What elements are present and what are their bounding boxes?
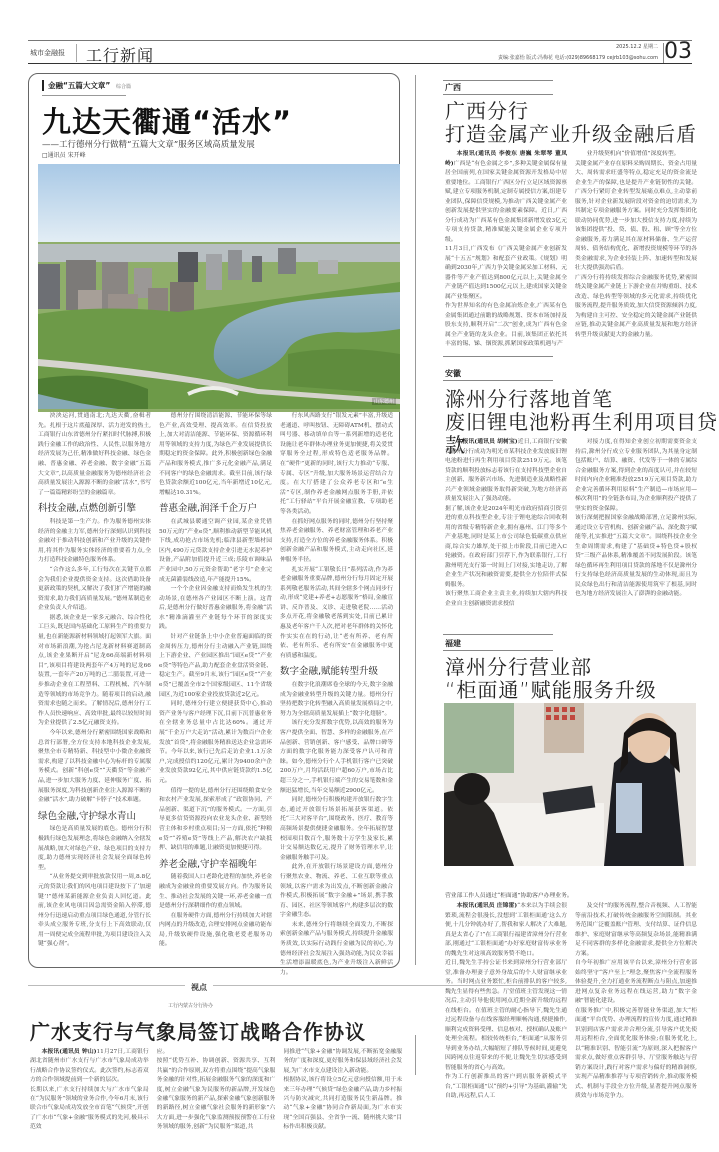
feature-body	[38, 412, 393, 976]
region-tag-guangxi: 广西	[445, 83, 461, 92]
article-text: 及交付”的服务流程,整合音视频、人工智能等前沿技术,打破传统金融服务空间限制。其业务范围广泛覆盖账户管理、支付结算、证件信息维护、家庭财富继承等高频复杂场景,能精准满足不同客群的多样化金融需求,提供全方位解决方案。 自今年初推广应用该平台以来,漳州分行营业部始终坚守“客户至上”理念,聚焦客户全流程服务体验提升,全力打通业务流程断点与阻点,加速推进网点复杂业务远程在线运营,助力“数字金融”智能化建设。 在服务推广中,积极完善智能业务渠道,加大“柜面通”平台优势、办理流程的宣传力度,通过精准识别到店客户需求并合理分流,引导客户优先使用远程柜台,全面优化服务体验;在服务优化上,以“精准识别、智能引流”为原则,深入把握客户需求点,做好重点客群引导、厅堂服务触达与营销方案设计,践行对客户需求与偏好的精准洞察,实现产品精准推荐与专项营销转介,推动服务模式、机制与手段全方位升级,显著提升网点服务质效与市场竞争力。	[575, 903, 697, 1099]
bottom-headline: 广水支行与气象局签订战略合作协议	[30, 1020, 366, 1044]
article-headline-fujian	[445, 656, 657, 702]
article-column	[156, 1048, 276, 1131]
headline-line-1: 漳州分行营业部	[445, 655, 592, 679]
bottom-article-body	[30, 1048, 403, 1131]
photo-credit: 山东德州	[373, 399, 394, 405]
paragraph: “从业务提交到审批放款仅用一周,8.8亿元的贷款让我们的风电项目建设按下了‘加速键’!”德州某新能源企业负责人回忆道。此前,该企业风电项目因急需资金陷入停滞,德州分行迅速启动重点项目绿色通道,分管行长牵头成立服务专班,分支行上下高效联动,仅用一周便完成全流程审批,为项目建设注入关键“强心剂”。	[38, 874, 151, 948]
paragraph: 此外,在开放银行场景建设方面,德州分行聚焦农业、物流、养老、工业互联等重点领域,以客户需求为出发点,不断创新金融合作模式,积极拓展“数字金融+”场景,携手教育、园区、社区等领域客户,构建多层次的数字金融生态。	[280, 864, 393, 919]
paragraph: 泱泱运河,贯通南北;九达天衢,奋楫者先。扎根于这片底蕴深厚、活力迸发的热土,工商银行山东省德州分行紧扣时代脉搏,积极践行金融工作的政治性、人民性,以服务地方经济发展为己任,精准做好科技金融、绿色金融、普惠金融、养老金融、数字金融“五篇大文章”,以高质量金融服务为德州经济社会高质量发展注入源源不断的金融“活水”,书写了一篇篇精彩纷呈的金融篇章。	[38, 413, 151, 496]
feature-column-1	[38, 412, 151, 962]
paragraph: 随着我国人口老龄化进程的加快,养老金融成为金融业的重要发展方向。作为服务民生、推动社会发展的关键一环,养老金融一直是德州分行深耕细作的重点领域。	[159, 874, 272, 910]
region-rule-bottom	[443, 380, 553, 381]
paragraph: 行东风西路支行“银发元素”丰富,升级适老通道、呼叫按钮、无障碍ATM机、摆动式叫号器、移动填单台等一系列新增的适老化设施让老年群体办理业务更加便捷,将关爱贯穿服务全过程,形成特色适老服务品牌。在“硬件”更新的同时,该行大力推动“专服、专属、专区”升级,加大服务场景运营结合力度。在大厅搭建了公众养老专区和“e生活”专区,制作养老金融网点服务手册,并依托“工行驿站”平台开展金融宣教、专项助老等各类活动。	[280, 413, 393, 515]
co-organizer-note: 工行内蒙古分行协办	[168, 1003, 214, 1009]
article-column	[445, 438, 567, 618]
region-tag-fujian: 福建	[445, 639, 461, 648]
paper-name: 城市金融报	[30, 49, 65, 57]
article-text: 业升级契机向“价值增值”深度转型。 关键金属产业存在原料采购周期长、资金占用量大、周转需求旺盛等特点,稳定充足的资金流是企业生产的保障,也是提升产业链韧性的关键。广西分行紧盯企业转型发展痛点难点,主动靠前服务,针对企业新发展阶段对资金的迫切需求,为其制定专项金融服务方案。同时充分发挥集团化联动协同优势,进一步加大授信支持力度,持续为该集团提供“投、贷、债、股、租、顾”等全方位金融服务,着力满足其在原材料储备、生产运营周转、债务结构优化、新增投资规模等环节的各类金融需求,为企业轻装上阵、加速转型和发展壮大提供强劲后盾。 广西分行将持续发挥综合金融服务优势,紧密围绕关键金属产业链上下游企业在并购重组、技术改造、绿色转型等领域的多元化需求,持续优化服务流程,提升服务质效,加大信贷资源倾斜力度,为构建自主可控、安全稳定的关键金属产业链供应链,推动关键金属产业高质量发展和地方经济转型升级贡献更大的金融力量。	[575, 151, 697, 338]
photo-caption: 营业部工作人员通过“柜面通”协助客户办理业务。	[445, 893, 573, 899]
paragraph: “合作这么多年,工行每次在关键节点都会为我们企业提供资金支持。这次借助设备更新政策的契机,又解决了我们扩产增能的融资需求,助力我们高质量发展。”德州某制造业企业负责人介绍道。	[38, 566, 151, 612]
article-column	[575, 438, 697, 618]
editor-credits: 责编:张嘉怡 版式:冯梅花 电话:(029)89668179 cejrb103@sohu.com	[498, 55, 658, 61]
region-rule-bottom	[443, 94, 553, 95]
section-separator	[28, 985, 692, 986]
section-heading-digital: 数字金融,赋能转型升级	[280, 666, 379, 678]
paragraph: 同时,德州分行积极构建开放银行数字生态,通过开放银行场景拓展获客渠道。依托“三大对客平台”,围绕政务、医疗、教育等高频场景提供便捷金融服务。全年拓展智慧校园项目数百个,服务数十万学生及家长,累计交易额达数亿元,提升了财务管理水平,让金融服务触手可及。	[280, 797, 393, 861]
article-lead: 本报讯(通讯员 胡树宝)	[456, 439, 518, 445]
article-column	[575, 150, 697, 338]
feature-column-3	[280, 412, 393, 976]
article-column	[445, 150, 567, 347]
paragraph: 扎实开展“工银敬长日”系列活动,作为养老金融服务重要品牌,德州分行每月固定开展系列敬老服务活动,其间全辖多个网点同步行动,形成“党建+养老+志愿服务”格局,金融宣讲、反诈普及、义诊、走进敬老院……活动多点开花,将金融敬老落到实处,目前已累计惠及老年客户千人次,把对老年群体的关怀化作实实在在的行动,让“老有所养、老有所依、老有所乐、老有所安”在金融服务中更有质感和温度。	[280, 566, 393, 659]
viewpoint-kicker: 视点	[185, 982, 213, 993]
city-aerial-photo	[38, 164, 400, 409]
region-rule-top	[443, 634, 553, 635]
section-heading-tech: 科技金融,点燃创新引擎	[38, 503, 137, 515]
issue-date: 2025.12.2 星期二	[615, 44, 658, 50]
customer-service-illustration	[444, 703, 696, 866]
paragraph: 在抓好网点服务的同时,德州分行坚持聚焦养老金融服务、养老财富管理和养老产业支持,打造全方位的养老金融服务体系。积极创新金融产品和服务模式,主动走向社区,延伸服务半径。	[280, 518, 393, 563]
paragraph: 一个个企业因金融支持而焕发生机的生动场景,在德州各产业园区不断上演。这背后,是德州分行做好普惠金融服务,将金融“活水”精准滴灌至产业链每个环节的深度实践。	[159, 586, 272, 631]
paragraph: 德州分行围绕清洁能源、节能环保等绿色产业,高效受理、提高效率。在信贷投放上,加大对清洁能源、节能环保、资源循环利用等领域的支持力度,为绿色产业发展提供长期稳定的资金保障。此外,积极创新绿色金融产品和服务模式,推广多元化金融产品,满足不同客户的绿色金融需求。截至目前,该行绿色贷款余额近100亿元,当年新增近10亿元,增幅达10.31%。	[159, 413, 272, 496]
column-divider	[415, 1035, 416, 1075]
article-column	[30, 1048, 149, 1131]
paragraph: 据悉,该企业是一家多元融合、综合性化工巨头,既是国内基础化工原料生产的重要力量,也在新能源新材料领域打起领军大旗。面对市场新浪潮,为抢占尼龙新材料赛道制高点,该企业果断开启“尼龙66高端新材料项目”,该项目将建设两套年产4万吨的尼龙66装置,一套年产20万吨的己二腈装置,可进一步推动企业在工程塑料、工程机械、汽车制造等领域的市场竞争力。随着项目的启动,融资需求也随之而来。了解情况后,德州分行工作人员快速响应、高效审批,最终以较短时间为企业提供了2.5亿元融资支持。	[38, 614, 151, 727]
article-body-guangxi	[445, 150, 697, 347]
article-text: 广西是“有色金属之乡”,多种关键金属保有量居全国前列,在国家关键金属资源开发格局中居重要地位。工商银行广西区分行立足区域资源禀赋,建立专项服务机制,定制专属授信方案,组建专业团队,保障信贷规模,为推动广西关键金属产业创新发展提供坚实的金融要素保障。近日,广西分行成功为广西某有色金属集团新增发放3亿元专项支持贷款,精准赋能关键金属企业专项升级。 11月3日,广西发布《广西关键金属产业创新发展“十五五”规划》和配套产业政策。《规划》明确到2030年,广西力争关键金属采加工材料、元器件等产业产值达到800亿元以上,关键金属全产业链产值达到1500亿元以上,建成国家关键金属产业集聚区。 作为世界知名的有色金属冶炼企业,广西某有色金属集团通过前瞻的战略规划、资本市场加持及股东支持,顺利开启“二次”创业,成为广西有色金属全产业链的龙头企业。目前,该集团正依托其丰富的锡、锑、铟资源,抓紧国家政策机遇与产	[445, 160, 567, 347]
feature-subheadline: ——工行德州分行做精“五篇大文章”服务区域高质量发展	[42, 140, 255, 150]
article-text: 近日,工商银行安徽省滁州分行成功为明光市某科技企业发放废旧锂电池粉进行再生利用项目贷款2519万元。该笔贷款的顺利投放标志着该行在支持科技型企业自主创新、服务新兴市场、先进制造业及战略性新兴产业领域金融服务取得新突破,为地方经济高质量发展注入了强劲动能。 据了解,该企业是2024年明光市政府招商引资引进的重点科技型企业,专注于锂电池综合回收利用的省级专精特新企业,拥有惠州、江门等多个产业基地,同时是某上市公司绿色低碳重点供应商,综合实力雄厚,处于拟上市阶段,目前已进入C轮融资。在政府部门引荐下,作为联系银行,工行滁州明光支行第一时间上门对接,实地走访,了解企业生产状况和融资需要,提供全方位陪伴式保姆服务。 该行聚焦工商企业主责主业,持续加大辖内科技企业自主创新融资需求授信	[445, 439, 567, 607]
article-text: 11月27日,工商银行湖北省随州市广水支行与广水市气象局成功举行战略合作协议签约仪式。此次签约,标志着双方的合作领域提前到一个新的层次。 长期以来,广水支行持续加大与广水市气象局在“为民服务”领域的业务合作,今年6月末,该行联合市气象局成功发放全市首笔“气候贷”,开创了广水市“气象+金融”服务模式的先河,极具示范效	[30, 1049, 149, 1131]
region-rule-top	[443, 356, 553, 357]
article-text: 同推进“气象+金融”协调发展,不断拓宽金融服务的广度和深度,更好服务和保县域经济社会发展,为广水市支点建设注入新动能。 根据协议,该行将设立5亿元意向授信额,用于未来三年办理“气候贷”绿色金融产品,助力乡村振兴与防灾减灾,共同打造服务民生新品牌。推动“气象+金融”协同合作新局面,为广水市实现“全国百强县、全省争一流、随州挑大梁”目标作出积极贡献。	[283, 1049, 403, 1131]
region-rule-top	[443, 80, 553, 81]
article-lead: 本报讯(通讯员 李俊东 唐巍 朱翠琴 董凤岭)	[445, 151, 567, 167]
paragraph: 在服务硬件方面,德州分行持续加大对辖内网点的升级改造,合理安排网点金融功能布局,升级软硬件设施,强化敬老爱老服务功能。	[159, 912, 272, 948]
article-text: 应。 按照“优势互补、协调创新、资源共享、互利共赢”的合作原则,双方将重点围绕“提高气象服务金融的针对性,拓展金融服务气象的深度和广度,树立金融气象为民服务的新品牌,开发绿色金融气象服务的新产品,探索金融气象创新服务的新路径,树立金融气象社会服务的新形象”六大方面,进一步强化气象监测预报预警在工行业务领域的服务,创新“为民服务”渠道,共	[156, 1049, 276, 1131]
paragraph: 今年以来,德州分行紧密围绕国家战略和总省行部署,全方位支持本地科技企业发展,聚焦全市专精特新、科技型中小微企业融资需求,构建了以科技金融中心为标杆的专属服务模式。创新“科创e贷”“天衢贷”等金融产品,进一步加大服务力度、延伸服务广度、拓展服务深度,为科技创新企业注入源源不断的金融“活水”,助力破解“卡脖子”技术难题。	[38, 730, 151, 804]
article-body-anhui	[445, 438, 697, 618]
article-text: “本来以为手续会很繁琐,流程会很漫长,没想到‘工银柜面通’这么方便,十几分钟就办好了,帮我和家人解决了大难题,真是太省心了!”在工商银行福建省漳州分行营业部,刚通过“工银柜面通”办好家庭财富传承业务的魏先生对这项高效服务赞不绝口。 近日,魏先生手持公证书来到漳州分行营业部厅堂,准备办理妻子意外身故后的个人财富继承业务。当时网点业务繁忙,柜台前排队的客户较多,魏先生显得有些焦急。厅堂值班主管发现这一情况后,主动引导他使用网点近期全新升级的远程在线柜台。在值班主管的耐心指导下,魏先生通过远程设备与在线客服经理顺畅沟通,便捷操作,顺利完成资料受理、信息核对、授权确认及账户处理全流程。相较传统柜台,“柜面通”从服务引导到业务办结,大幅缩短了排队等候时间,更避免因跨网点往返带来的不便,让魏先生切实感受到智能服务的省心与高效。 作为工行创新推出的客户到店服务新模式平台,“工银柜面通”以“预约+引导”为基础,灌输“先自助,再远程,后人工	[445, 903, 567, 1099]
article-lead: 本报讯(通讯员 钟山)	[41, 1049, 97, 1055]
kicker-text: 金融“五篇大文章”	[48, 81, 111, 90]
paragraph: 绿色是高质量发展的底色。德州分行积极践行绿色发展理念,将绿色金融纳入全辖发展战略,加大对绿色产业、绿色项目的支持力度,助力德州实现经济社会发展全面绿色转型。	[38, 826, 151, 871]
headline-line-1: 广西分行	[445, 99, 529, 123]
paragraph: 在数字化浪潮席卷全球的今天,数字金融成为金融业转型升级的关键力量。德州分行坚持把数字化转型融入高质量发展格局之中,努力为全辖高质量发展插上“数字化翅膀”。	[280, 682, 393, 717]
masthead-divider	[76, 44, 77, 62]
kicker-underline	[42, 95, 126, 96]
section-heading-pension: 养老金融,守护幸福晚年	[159, 858, 258, 870]
article-column	[575, 902, 697, 1099]
headline-line-2: 废旧锂电池粉再生利用项目贷款	[445, 410, 718, 457]
bank-counter-photo	[444, 703, 696, 866]
article-body-fujian	[445, 902, 697, 1099]
paragraph: 针对产业链条上中小企业普遍面临的资金周转压力,德州分行主动融入产业链,围绕上下游企业、产业园区推出“园区e贷”“产业e贷”等特色产品,助力配套企业盘活资金链、稳定生产。截至9月末,该行“园区e贷”“产业e贷”已覆盖全市2个国家级园区、11个省级园区,为近100家企业投放贷款近2亿元。	[159, 634, 272, 698]
paragraph: 科技是第一生产力。作为服务德州实体经济的金融主力军,德州分行深刻认识到科技金融对于推动科技创新和产业升级的关键作用,将其作为服务实体经济的重要着力点,全力打造科技金融特色服务体系。	[38, 518, 151, 564]
region-rule-bottom	[443, 650, 553, 651]
article-column	[445, 902, 567, 1099]
page-number: 03	[664, 39, 692, 64]
section-heading-green: 绿色金融,守护绿水青山	[38, 810, 137, 822]
section-heading-inclusive: 普惠金融,润泽千企万户	[159, 503, 258, 515]
paragraph: 值得一提的是,德州分行还围绕粮食安全和农村产业发展,探索形成了“政银协同、产品创新、渠道下沉”的服务模式。一方面,引导更多信贷资源投向农业龙头企业、新型经营主体和乡村重点项目;另一方面,依托“种粮e贷”“养殖e贷”等线上产品,解决农户缺抵押、缺信用的难题,让融资更加便捷可得。	[159, 787, 272, 852]
article-column	[283, 1048, 403, 1131]
headline-line-2: “柜面通”赋能服务升级	[445, 678, 657, 702]
paragraph: 该行充分发挥数字优势,以高效的服务为客户提供全面、智慧、多样的金融服务,在产品创新、营销创新、客户感受、品牌口碑等方面的数字化服务能力深受客户认可和青睐。如今,德州分行个人手机银行客户已突破200万户,月均活跃用户超60万户,市场占比超三分之一,手机银行端产生的交易笔数和金额迅猛增长,当年交易额近2900亿元。	[280, 720, 393, 794]
masthead	[28, 40, 692, 64]
city-lake-illustration	[38, 164, 400, 409]
paragraph: 同时,德州分行建立便捷获贷中心,推动资产业务与客户经理下沉,目前下沉普惠业务在全辖业务总量中占比达60%。通过开展“千企万户大走访”活动,累计为数百户企业发放“首贷”,将金融服务精准送达企业急需环节。今年以来,该行已先后走访企业1.1万余户,完成授信约120亿元,累计为9400余户企业发放贷款92亿元,其中供应链贷款约1.5亿元。	[159, 701, 272, 784]
headline-line-2: 打造金属产业升级金融后盾	[445, 122, 697, 146]
feature-kicker	[42, 80, 131, 91]
headline-line-1: 滁州分行落地首笔	[445, 387, 613, 411]
feature-column-2	[159, 412, 272, 962]
paragraph: 未来,德州分行将继续全面发力,不断探索创新金融产品与服务模式,持续提升金融服务质效,以实际行动践行金融为民的初心,为德州经济社会发展注入强劲动能,为民众幸福生活增添温暖底色,为产业升级注入新鲜活力。	[280, 921, 393, 976]
paragraph: 在武城县暖通空调产业园,某企业凭借50万元的“产业e贷”,顺利推动新型节能风机下线,成功抢占市场先机;临津县新型墙材园区内,490万元贷款支持企业引进无水泥养护设备,产品附加值提升近三成;乐陵市调味品产业园中,50万元资金帮助“老字号”企业完成无菌灌装线改造,年产能提升15%。	[159, 518, 272, 583]
feature-byline: □通讯员 宋开峰	[42, 152, 86, 159]
region-tag-anhui: 安徽	[445, 369, 461, 378]
article-text: 对接力度,在得知企业创立初期需要资金支持后,滁州分行成立专业服务团队,为其量身定制包括账户、结算、融资、代发等于一体的专属综合金融服务方案,得到企业的高度认可,并在较短时间内向企业精准投放2519万元项目贷款,助力企业完善循环利用原料“生产制造—市场应用—梯次利用”的全链条布局,为企业顺利投产提供了坚实的资金保障。 该行深刻把握国家金融战略部署,立足滁州实际,通过设立专营机构、创新金融产品、深化数字赋能等,扎实推进“五篇大文章”。围绕科技企业全生命周期需求,构建了“基础贷+特色贷+股权贷”三级产品体系,精准覆盖不同发展阶段。该笔绿色循环再生利用项目贷款的落地不仅是滁州分行支持绿色经济高质量发展的生动体现,而且为民众绿色出行和清洁能源使用筑牢了根基,同时也为地方经济发展注入了澎湃的金融动能。	[575, 439, 697, 597]
article-lead: 本报讯(通讯员 庄锦雷)	[456, 903, 518, 909]
kicker-badge: 综合篇	[115, 84, 131, 90]
article-headline-guangxi	[445, 100, 697, 146]
column-divider	[415, 75, 416, 965]
feature-headline: 九达天衢通“活水”	[42, 105, 293, 139]
section-title: 工行新闻	[86, 46, 155, 65]
